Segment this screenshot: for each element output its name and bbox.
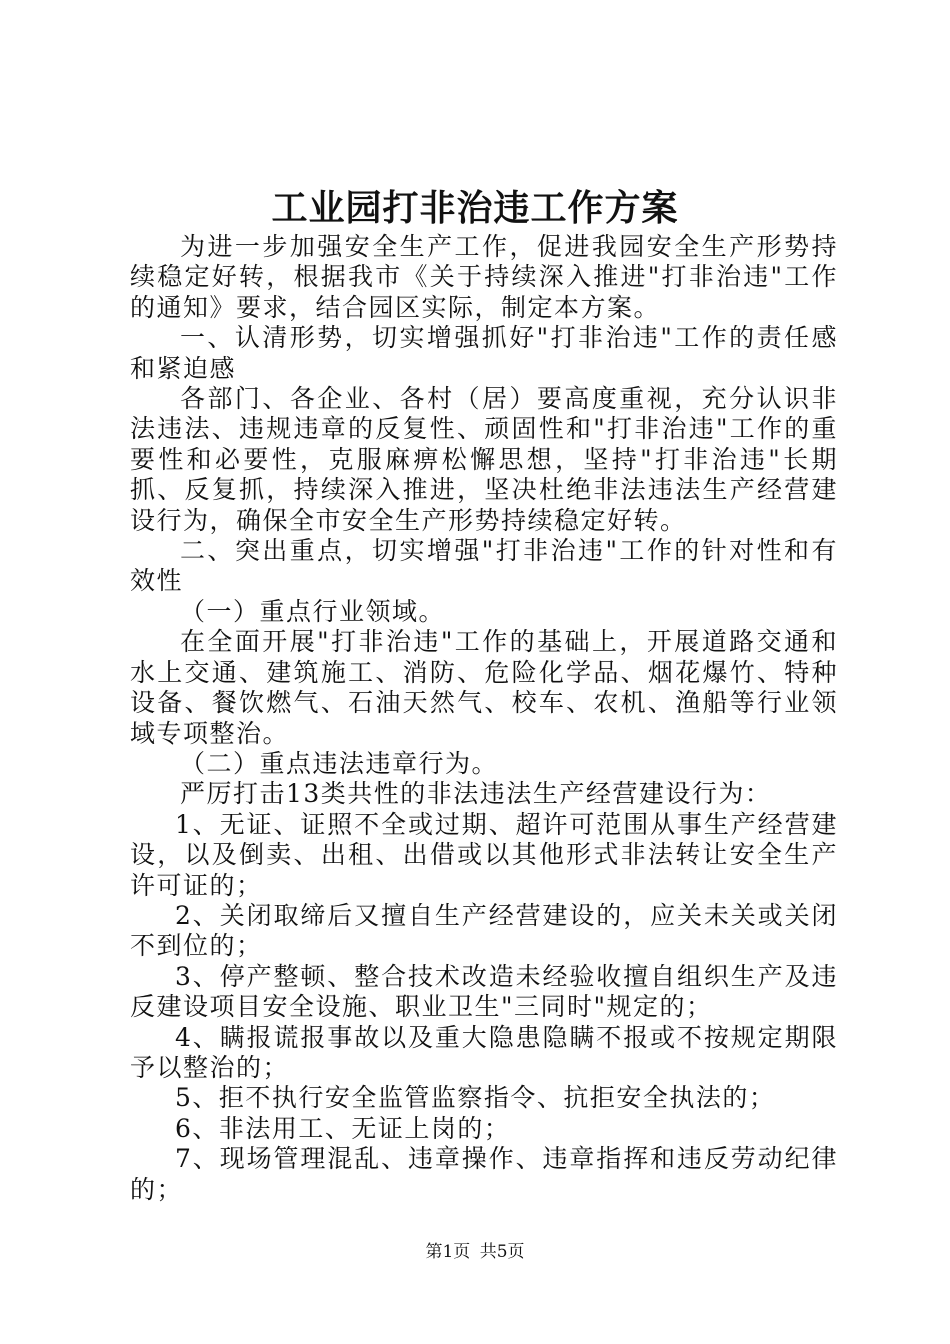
intro-paragraph: 为进一步加强安全生产工作，促进我园安全生产形势持续稳定好转，根据我市《关于持续深入推进"打非治违"工作的通知》要求，结合园区实际，制定本方案。 (130, 232, 838, 322)
list-item-1: 1、无证、证照不全或过期、超许可范围从事生产经营建设，以及倒卖、出租、出借或以其他形式非法转让安全生产许可证的； (130, 809, 838, 900)
page-number: 第1页 (425, 1242, 471, 1262)
section-1-paragraph: 各部门、各企业、各村（居）要高度重视，充分认识非法违法、违规违章的反复性、顽固性和"打非治违"工作的重要性和必要性，克服麻痹松懈思想，坚持"打非治违"长期抓、反复抓，持续深入推进，坚决杜绝非法违法生产经营建设行为，确保全市安全生产形势持续稳定好转。 (130, 384, 838, 535)
document-title: 工业园打非治违工作方案 (271, 187, 679, 229)
subsection-heading-1: （一）重点行业领域。 (180, 596, 446, 626)
section-heading-1: 一、认清形势，切实增强抓好"打非治违"工作的责任感和紧迫感 (130, 323, 838, 383)
document-body (130, 232, 838, 1205)
list-item-3: 3、停产整顿、整合技术改造未经验收擅自组织生产及违反建设项目安全设施、职业卫生"三同时"规定的； (130, 961, 838, 1022)
page-footer (0, 1240, 950, 1264)
list-item-7: 7、现场管理混乱、违章操作、违章指挥和违反劳动纪律的； (130, 1144, 838, 1204)
section-heading-2: 二、突出重点，切实增强"打非治违"工作的针对性和有效性 (130, 536, 838, 596)
list-item-4: 4、瞒报谎报事故以及重大隐患隐瞒不报或不按规定期限予以整治的； (130, 1022, 838, 1082)
subsection-2-intro: 严厉打击13类共性的非法违法生产经营建设行为： (180, 779, 772, 809)
list-item-6: 6、非法用工、无证上岗的； (175, 1113, 511, 1143)
list-item-5: 5、拒不执行安全监管监察指令、抗拒安全执法的； (175, 1083, 776, 1113)
list-item-2: 2、关闭取缔后又擅自生产经营建设的，应关未关或关闭不到位的； (130, 900, 838, 961)
subsection-heading-2: （二）重点违法违章行为。 (180, 748, 499, 778)
page-total: 共5页 (479, 1242, 525, 1262)
subsection-1-paragraph: 在全面开展"打非治违"工作的基础上，开展道路交通和水上交通、建筑施工、消防、危险化学品、烟花爆竹、特种设备、餐饮燃气、石油天然气、校车、农机、渔船等行业领域专项整治。 (130, 627, 838, 748)
